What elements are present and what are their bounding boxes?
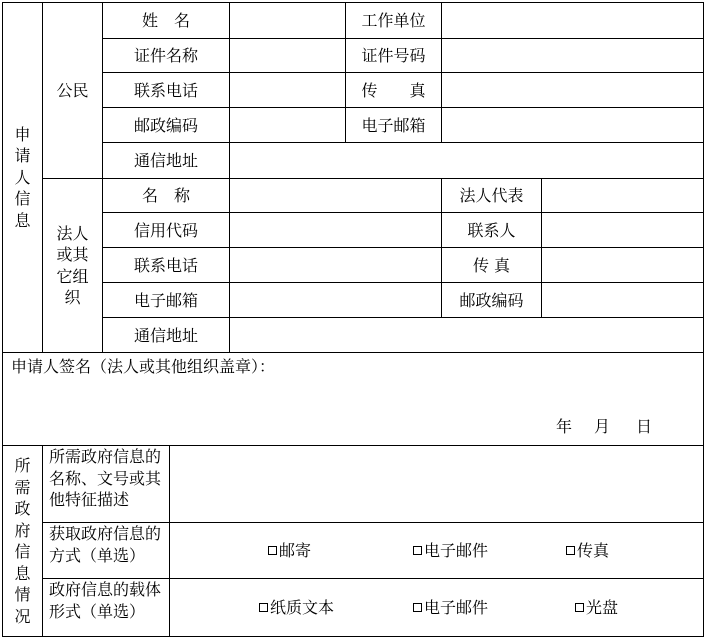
org-address-label: 通信地址 [102, 317, 230, 353]
carrier-form-label: 政府信息的载体 形式（单选） [42, 578, 170, 637]
org-contact-field[interactable] [541, 212, 704, 248]
citizen-id-type-field[interactable] [229, 38, 346, 73]
signature-box[interactable] [2, 352, 704, 446]
signature-label: 申请人签名（法人或其他组织盖章）： [11, 357, 276, 376]
citizen-address-label: 通信地址 [102, 142, 230, 179]
checkbox-icon [566, 546, 575, 555]
signature-date: 年 月 日 [556, 417, 653, 436]
acquire-method-label: 获取政府信息的 方式（单选） [42, 522, 170, 579]
citizen-phone-label: 联系电话 [102, 72, 230, 108]
citizen-fax-field[interactable] [441, 72, 704, 108]
acquire-method-options [169, 522, 704, 579]
citizen-id-type-label: 证件名称 [102, 38, 230, 73]
citizen-postcode-label: 邮政编码 [102, 107, 230, 143]
citizen-id-number-field[interactable] [441, 38, 704, 73]
org-postcode-label: 邮政编码 [441, 282, 542, 318]
org-phone-field[interactable] [229, 247, 442, 283]
org-credit-code-field[interactable] [229, 212, 442, 248]
citizen-phone-field[interactable] [229, 72, 346, 108]
org-name-field[interactable] [229, 178, 442, 213]
citizen-email-label: 电子邮箱 [345, 107, 442, 143]
citizen-address-field[interactable] [229, 142, 704, 179]
org-fax-label: 传 真 [441, 247, 542, 283]
applicant-info-title: 申 请 人 信 息 [2, 2, 43, 353]
carrier-option-disc[interactable]: 光盘 [575, 598, 618, 618]
checkbox-icon [575, 603, 584, 612]
citizen-name-label: 姓 名 [102, 2, 230, 39]
citizen-work-unit-label: 工作单位 [345, 2, 442, 39]
org-email-label: 电子邮箱 [102, 282, 230, 318]
org-postcode-field[interactable] [541, 282, 704, 318]
checkbox-icon [413, 603, 422, 612]
org-contact-label: 联系人 [441, 212, 542, 248]
citizen-email-field[interactable] [441, 107, 704, 143]
checkbox-icon [259, 603, 268, 612]
method-option-email[interactable]: 电子邮件 [413, 541, 488, 561]
citizen-id-number-label: 证件号码 [345, 38, 442, 73]
info-description-label: 所需政府信息的 名称、文号或其 他特征描述 [42, 445, 170, 523]
org-legal-rep-label: 法人代表 [441, 178, 542, 213]
citizen-work-unit-field[interactable] [441, 2, 704, 39]
method-option-fax[interactable]: 传真 [566, 541, 609, 561]
organization-label: 法人 或其 它组 织 [42, 178, 103, 353]
requested-info-title: 所 需 政 府 信 息 情 况 [2, 445, 43, 637]
citizen-label: 公民 [42, 2, 103, 179]
method-option-mail[interactable]: 邮寄 [268, 541, 311, 561]
info-description-field[interactable] [169, 445, 704, 523]
checkbox-icon [413, 546, 422, 555]
citizen-postcode-field[interactable] [229, 107, 346, 143]
org-email-field[interactable] [229, 282, 442, 318]
org-legal-rep-field[interactable] [541, 178, 704, 213]
org-phone-label: 联系电话 [102, 247, 230, 283]
citizen-name-field[interactable] [229, 2, 346, 39]
carrier-form-options [169, 578, 704, 637]
citizen-fax-label: 传 真 [345, 72, 442, 108]
org-address-field[interactable] [229, 317, 704, 353]
org-credit-code-label: 信用代码 [102, 212, 230, 248]
org-fax-field[interactable] [541, 247, 704, 283]
checkbox-icon [268, 546, 277, 555]
carrier-option-paper[interactable]: 纸质文本 [259, 598, 334, 618]
org-name-label: 名 称 [102, 178, 230, 213]
carrier-option-email[interactable]: 电子邮件 [413, 598, 488, 618]
